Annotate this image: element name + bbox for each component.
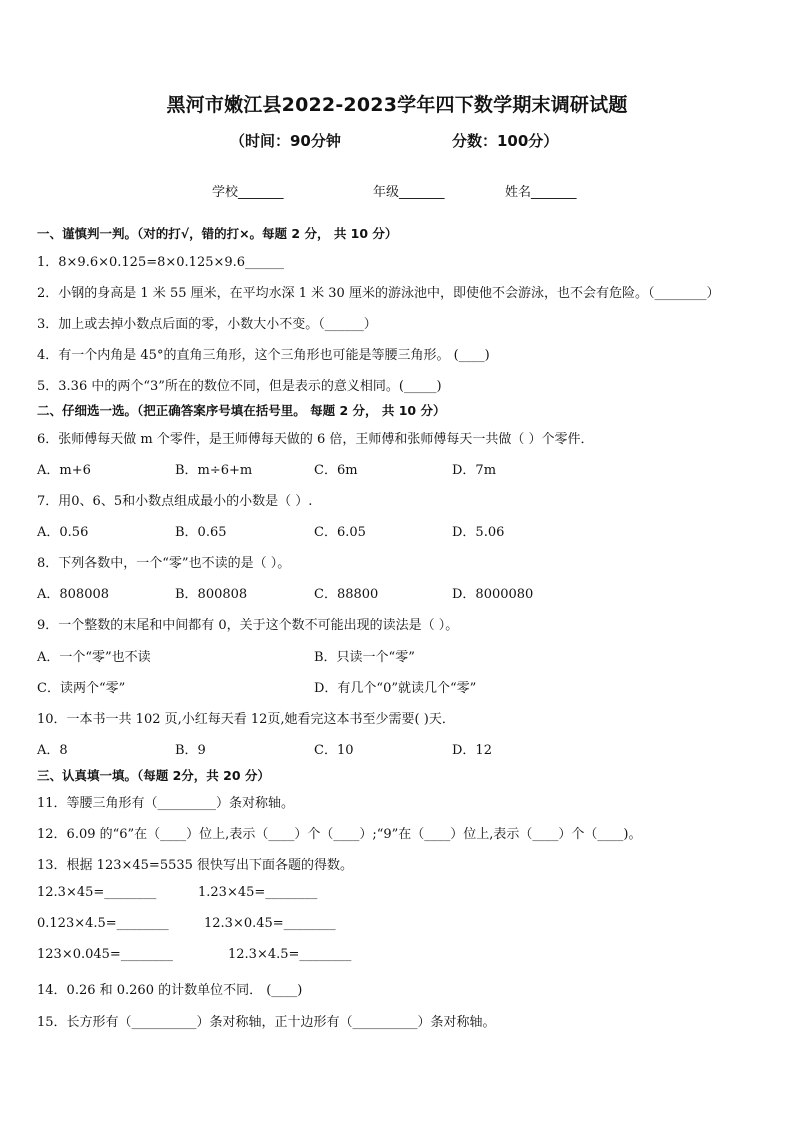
q13-item-3: 0.123×4.5=________ — [37, 916, 169, 931]
q7-option-b: B．0.65 — [175, 525, 227, 540]
q6-option-c: C．6m — [314, 463, 358, 478]
question-7: 7．用0、6、5和小数点组成最小的小数是（ ）. — [37, 494, 313, 509]
grade-field[interactable]: 年级_______ — [373, 185, 445, 200]
q13-item-5: 123×0.045=________ — [37, 947, 173, 962]
q7-option-a: A．0.56 — [37, 525, 89, 540]
question-5: 5．3.36 中的两个“3”所在的数位不同，但是表示的意义相同。(_____) — [37, 379, 442, 394]
question-8: 8．下列各数中，一个“零”也不读的是（ ）。 — [37, 556, 291, 571]
exam-time: （时间：90分钟 — [230, 132, 341, 150]
section-heading-fill: 三、认真填一填。（每题 2分，共 20 分） — [37, 768, 270, 783]
name-field[interactable]: 姓名_______ — [505, 185, 577, 200]
q6-option-a: A．m+6 — [37, 463, 91, 478]
q9-option-c: C．读两个“零” — [37, 681, 126, 696]
question-14: 14．0.26 和 0.260 的计数单位不同． (____) — [37, 983, 303, 998]
school-field[interactable]: 学校_______ — [212, 185, 284, 200]
page-title: 黑河市嫩江县2022-2023学年四下数学期末调研试题 — [166, 94, 628, 116]
q7-option-d: D．5.06 — [452, 525, 505, 540]
q13-item-4: 12.3×0.45=________ — [204, 916, 336, 931]
question-2: 2．小钢的身高是 1 米 55 厘米，在平均水深 1 米 30 厘米的游泳池中，即使他不会游泳，也不会有危险。（________） — [37, 286, 720, 301]
q10-option-a: A．8 — [37, 743, 68, 758]
q6-option-b: B．m÷6+m — [175, 463, 253, 478]
q7-option-c: C．6.05 — [314, 525, 366, 540]
q10-option-c: C．10 — [314, 743, 354, 758]
question-13: 13．根据 123×45=5535 很快写出下面各题的得数。 — [37, 858, 354, 873]
q8-option-c: C．88800 — [314, 587, 379, 602]
student-info-fields — [0, 181, 794, 203]
exam-info — [0, 130, 794, 154]
question-11: 11．等腰三角形有（_________）条对称轴。 — [37, 796, 295, 811]
q8-option-b: B．800808 — [175, 587, 248, 602]
section-heading-choice: 二、仔细选一选。（把正确答案序号填在括号里。 每题 2 分， 共 10 分） — [37, 403, 446, 418]
q6-option-d: D．7m — [452, 463, 497, 478]
q8-option-a: A．808008 — [37, 587, 110, 602]
section-heading-judge: 一、谨慎判一判。（对的打√，错的打×。每题 2 分， 共 10 分） — [37, 226, 398, 241]
question-10: 10．一本书一共 102 页,小红每天看 12页,她看完这本书至少需要( )天． — [37, 712, 455, 727]
q8-option-d: D．8000080 — [452, 587, 534, 602]
question-9: 9．一个整数的末尾和中间都有 0，关于这个数不可能出现的读法是（ ）。 — [37, 618, 459, 633]
question-15: 15．长方形有（__________）条对称轴，正十边形有（__________）条对称轴。 — [37, 1015, 496, 1030]
question-12: 12．6.09 的“6”在（____）位上,表示（____）个（____）;“9”在（____）位上,表示（____）个（____)。 — [37, 827, 642, 842]
question-3: 3．加上或去掉小数点后面的零，小数大小不变。（______） — [37, 317, 377, 332]
question-4: 4．有一个内角是 45°的直角三角形，这个三角形也可能是等腰三角形。 (____) — [37, 348, 490, 363]
q13-item-2: 1.23×45=________ — [198, 885, 318, 900]
question-6: 6．张师傅每天做 m 个零件，是王师傅每天做的 6 倍，王师傅和张师傅每天一共做（ ）个零件． — [37, 432, 594, 447]
q9-option-d: D．有几个“0”就读几个“零” — [314, 681, 477, 696]
exam-score: 分数：100分） — [452, 132, 559, 150]
q13-item-1: 12.3×45=________ — [37, 885, 157, 900]
q13-item-6: 12.3×4.5=________ — [228, 947, 352, 962]
question-1: 1．8×9.6×0.125=8×0.125×9.6______ — [37, 255, 285, 270]
q9-option-b: B．只读一个“零” — [314, 650, 415, 665]
q9-option-a: A．一个“零”也不读 — [37, 650, 151, 665]
q10-option-d: D．12 — [452, 743, 492, 758]
q10-option-b: B．9 — [175, 743, 206, 758]
